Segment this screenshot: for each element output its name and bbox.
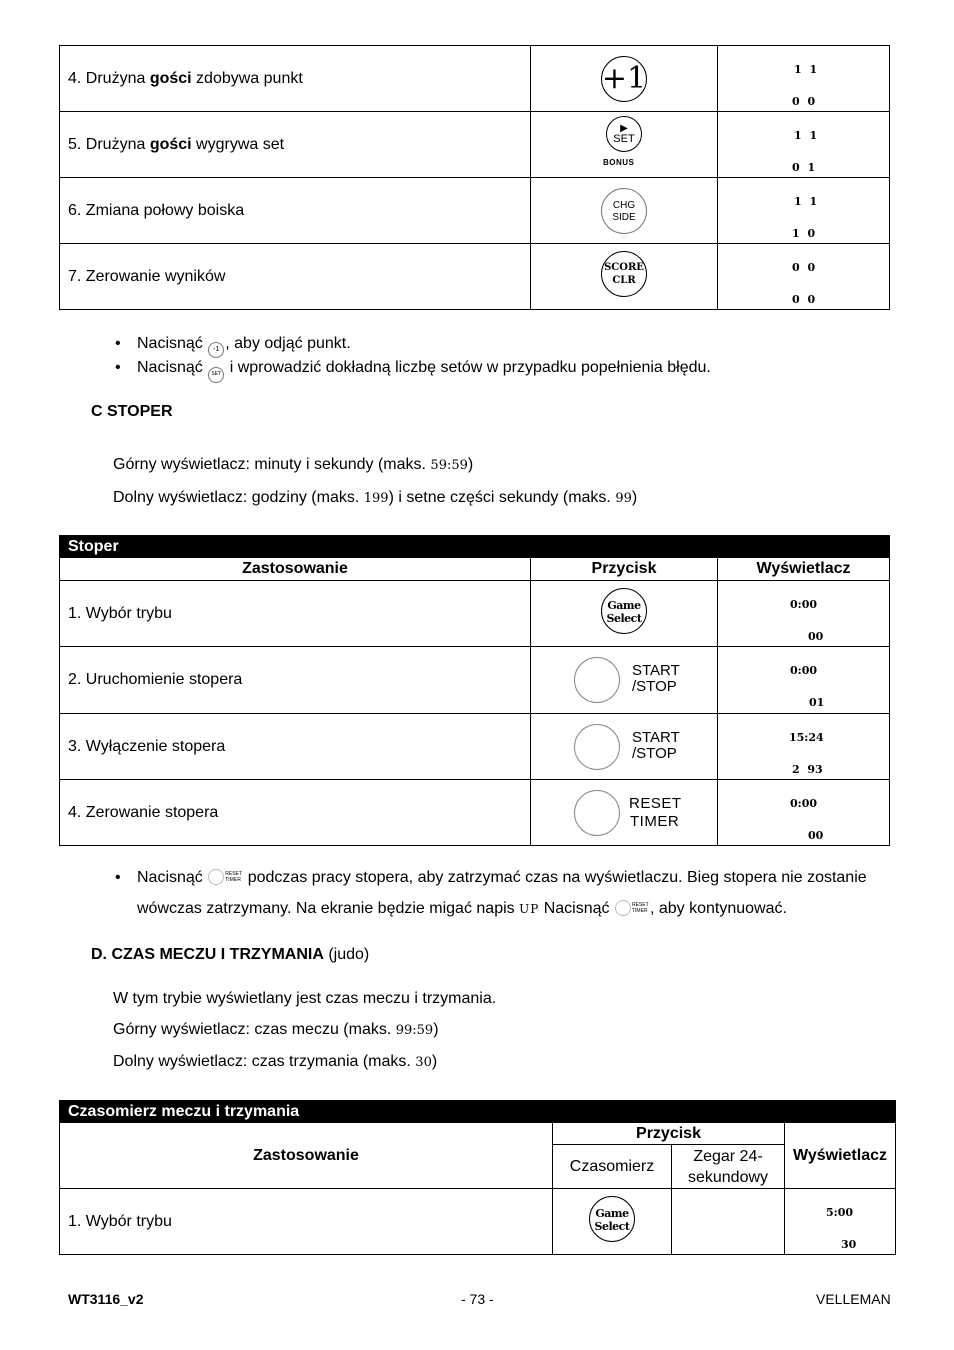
- row-label: 4. Zerowanie stopera: [60, 780, 531, 846]
- table-title: Stoper: [60, 536, 890, 558]
- reset-timer-icon: [615, 900, 631, 916]
- table-header-row: [60, 558, 890, 581]
- display-bottom: 0 0: [792, 95, 818, 108]
- display-top: 0:00: [790, 797, 818, 810]
- row-label: 5. Drużyna gości wygrywa set: [60, 112, 531, 178]
- col-header-display: Wyświetlacz: [785, 1123, 896, 1189]
- scoring-table: [59, 45, 890, 310]
- table-title-row: [60, 1101, 896, 1123]
- paragraph: Dolny wyświetlacz: czas trzymania (maks. 30): [113, 1053, 438, 1070]
- table-title: Czasomierz meczu i trzymania: [60, 1101, 896, 1123]
- display-top: 0:00: [790, 664, 818, 677]
- row-label: 7. Zerowanie wyników: [60, 244, 531, 310]
- display-top: 1 1: [794, 195, 820, 208]
- display-top: 0 0: [792, 261, 818, 274]
- col-header-display: Wyświetlacz: [718, 558, 890, 581]
- table-row: [60, 46, 890, 112]
- empty-cell: [672, 1189, 785, 1255]
- game-select-button-icon: Game Select: [601, 588, 647, 634]
- play-icon: ▶: [620, 122, 628, 134]
- row-label: 2. Uruchomienie stopera: [60, 647, 531, 714]
- display-bottom: 0 0: [792, 293, 818, 306]
- button-cell: RESET TIMER: [531, 780, 718, 846]
- display-top: 1 1: [794, 63, 820, 76]
- minus-one-icon: -1: [208, 342, 224, 358]
- table-row: [60, 581, 890, 647]
- row-label: 1. Wybór trybu: [60, 1189, 553, 1255]
- table-title-row: [60, 536, 890, 558]
- stopwatch-table: [59, 535, 890, 846]
- score-clr-button-icon: SCORE CLR: [601, 251, 647, 297]
- paragraph: Dolny wyświetlacz: godziny (maks. 199) i setne części sekundy (maks. 99): [113, 489, 638, 506]
- set-icon: SET: [208, 367, 224, 383]
- list-item: • Nacisnąć SET i wprowadzić dokładną liczbę setów w przypadku popełnienia błędu.: [137, 359, 711, 383]
- table-row: [60, 112, 890, 178]
- col-header-button: Przycisk: [553, 1123, 785, 1145]
- reset-timer-icon: [208, 869, 224, 885]
- button-cell: [531, 178, 718, 244]
- col-header-usage: Zastosowanie: [60, 1123, 553, 1189]
- display-top: 5:00: [826, 1206, 854, 1219]
- table-row: [60, 780, 890, 846]
- paragraph: Górny wyświetlacz: czas meczu (maks. 99:59): [113, 1021, 439, 1038]
- col-header-24s-clock: Zegar 24-sekundowy: [672, 1145, 785, 1189]
- footer-doc-id: WT3116_v2: [68, 1291, 144, 1307]
- paragraph: W tym trybie wyświetlany jest czas meczu i trzymania.: [113, 990, 497, 1007]
- table-row: [60, 178, 890, 244]
- paragraph: wówczas zatrzymany. Na ekranie będzie migać napis UP Nacisnąć RESET TIMER , aby kontynuować.: [137, 900, 787, 917]
- display-cell: [718, 178, 890, 244]
- display-top: 15:24: [789, 731, 824, 744]
- table-row: [60, 714, 890, 780]
- start-stop-button-icon: [574, 657, 620, 703]
- display-bottom: 00: [808, 829, 824, 842]
- col-header-usage: Zastosowanie: [60, 558, 531, 581]
- section-heading: D. CZAS MECZU I TRZYMANIA (judo): [91, 946, 370, 963]
- table-header-row: [60, 1123, 896, 1145]
- display-cell: [718, 647, 890, 714]
- footer-brand: VELLEMAN: [816, 1291, 891, 1307]
- button-cell: [531, 244, 718, 310]
- display-bottom: 30: [841, 1238, 857, 1251]
- game-select-button-icon: Game Select: [589, 1196, 635, 1242]
- display-cell: [718, 46, 890, 112]
- row-label: 4. Drużyna gości zdobywa punkt: [60, 46, 531, 112]
- row-label: 3. Wyłączenie stopera: [60, 714, 531, 780]
- set-button-icon: ▶ SET: [606, 116, 642, 152]
- display-cell: [718, 780, 890, 846]
- table-row: [60, 244, 890, 310]
- display-bottom: 00: [808, 630, 824, 643]
- row-label: 6. Zmiana połowy boiska: [60, 178, 531, 244]
- display-bottom: 0 1: [792, 161, 818, 174]
- display-bottom: 01: [809, 696, 825, 709]
- display-cell: [718, 244, 890, 310]
- display-cell: [718, 112, 890, 178]
- button-cell: [531, 112, 718, 178]
- chg-side-button-icon: CHG SIDE: [601, 188, 647, 234]
- display-cell: [785, 1189, 896, 1255]
- col-header-button: Przycisk: [531, 558, 718, 581]
- button-cell: START /STOP: [531, 647, 718, 714]
- reset-timer-button-icon: [574, 790, 620, 836]
- match-hold-timer-table: [59, 1100, 896, 1255]
- button-cell: START /STOP: [531, 714, 718, 780]
- display-cell: [718, 714, 890, 780]
- display-bottom: 1 0: [792, 227, 818, 240]
- list-item: • Nacisnąć -1 , aby odjąć punkt.: [137, 335, 351, 358]
- col-header-timer: Czasomierz: [553, 1145, 672, 1189]
- paragraph: Górny wyświetlacz: minuty i sekundy (maks. 59:59): [113, 456, 474, 473]
- button-cell: [531, 46, 718, 112]
- table-row: [60, 647, 890, 714]
- button-cell: [553, 1189, 672, 1255]
- list-item: • Nacisnąć RESET TIMER podczas pracy stopera, aby zatrzymać czas na wyświetlaczu. Bieg stopera nie zostanie: [115, 869, 867, 886]
- table-row: [60, 1189, 896, 1255]
- display-top: 1 1: [794, 129, 820, 142]
- footer-page-number: - 73 -: [461, 1291, 494, 1307]
- display-cell: [718, 581, 890, 647]
- display-top: 0:00: [790, 598, 818, 611]
- section-heading: C STOPER: [91, 403, 173, 420]
- row-label: 1. Wybór trybu: [60, 581, 531, 647]
- start-stop-button-icon: [574, 724, 620, 770]
- bonus-label: BONUS: [603, 158, 635, 167]
- display-bottom: 2 93: [792, 763, 823, 776]
- button-cell: [531, 581, 718, 647]
- plus-one-button-icon: +1: [601, 56, 647, 102]
